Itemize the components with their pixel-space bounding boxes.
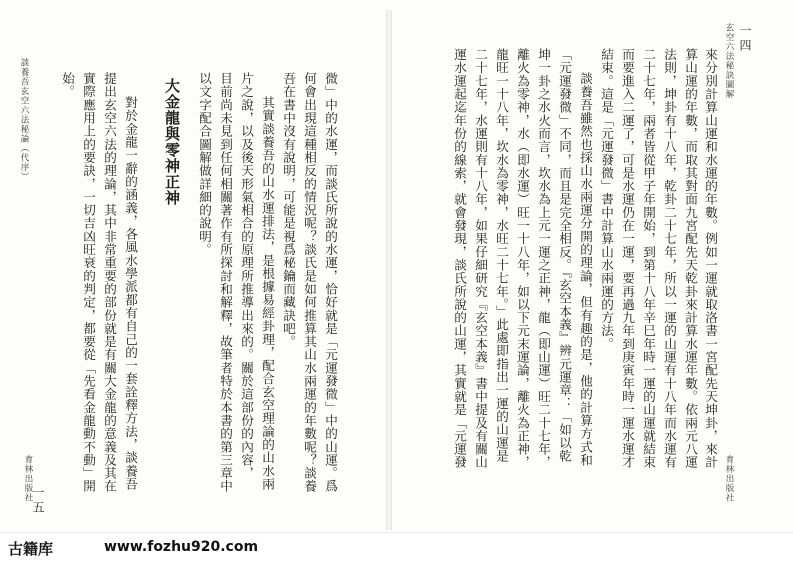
left-publisher: 育林出版社 [23,455,33,503]
text-column: 談養吾雖然也採山水兩運分開的理論，但有趣的是，他的計算方式和 [578,72,593,467]
text-column: 何會出現這種相反的情況呢？談氏是如何推算其山水兩運的年數呢？談養 [302,72,317,493]
text-column: 始。 [60,72,75,99]
text-column: 運水運起迄年份的線索，就會發現，談氏所說的山運，其實就是「元運發 [452,48,467,469]
text-column: 提出玄空六法的理論，其中非常重要的部份就是有關大金龍的意義及其在 [102,72,117,493]
text-column: 目前尚未見到任何相關著作有所探討和解釋，故筆者特於本書的第三章中 [218,72,233,493]
text-column: 二十七年，兩者皆從甲子年開始，到第十八年辛巳年時一運的山運就結束 [641,48,656,469]
text-column: 法則，坤卦有十八年，乾卦二十七年，所以一運的山運有十八年而水運有 [662,48,677,469]
text-column: 實際應用上的要訣，一切吉凶旺衰的判定，都要從「先看金龍動不動」開 [81,72,96,493]
text-column: 片之說，以及後天形氣相合的原理所推導出來的。關於這部份的內容， [239,72,254,480]
text-column: 其實談養吾的山水運排法，是根據易經卦理，配合玄空理論的山水兩 [260,96,275,491]
site-name: 古籍库 [8,540,54,558]
watermark-footer [0,532,793,562]
text-column: 離火為零神，水（即水運）旺一十八年，如以下元末運論，離火為正神， [515,48,530,469]
right-publisher: 育林出版社 [724,455,734,503]
text-column: 算山運的年數，而取其對面九宮配先天乾卦來計算水運年數。依兩元八運 [683,48,698,469]
text-column: 吾在書中沒有說明，可能是視爲秘鑰而藏訣吧。 [281,72,296,349]
text-column: 龍旺一十八年，坎水為零神，水旺二十七年。」此處即指出一運的山運是 [494,48,509,463]
text-column: 結束。這是「元運發微」書中計算山水兩運的方法。 [599,48,614,351]
left-page-number: 一五 [31,486,45,516]
text-column: 坤一卦之水火而言，坎水為上元一運之正神，龍（即山運）旺二十七年， [536,48,551,469]
section-heading: 大金龍與零神正神 [163,78,181,206]
text-column: 而要進入二運了，可是水運仍在一運，要再過九年到庚寅年時一運水運才 [620,48,635,469]
text-column: 來分別計算山運和水運的年數。例如一運就取洛書一宮配先天坤卦，來計 [703,48,718,469]
text-column: 二十七年，水運則有十八年，如果仔細研究『玄空本義』書中提及有關山 [473,48,488,469]
right-running-head: 玄空六法秘訣圖解 [724,23,734,99]
left-page [0,0,386,532]
text-column: 微」中的水運，而談氏所說的水運，恰好就是「元運發微」中的山運。爲 [323,72,338,493]
text-column: 以文字配合圖解做詳細的說明。 [197,72,212,257]
left-running-head: 談養吾玄空六法秘論（代序） [19,58,29,182]
text-column: 對於金龍一辭的涵義，各風水學派都有自己的一套詮釋方法，談養吾 [123,96,138,491]
right-page-number: 一四 [738,24,752,54]
right-page [392,0,793,532]
text-column: 「元運發微」不同，而且是完全相反。『玄空本義』辨元運章：「如以乾 [557,48,572,463]
site-url: www.fozhu920.com [104,539,259,555]
